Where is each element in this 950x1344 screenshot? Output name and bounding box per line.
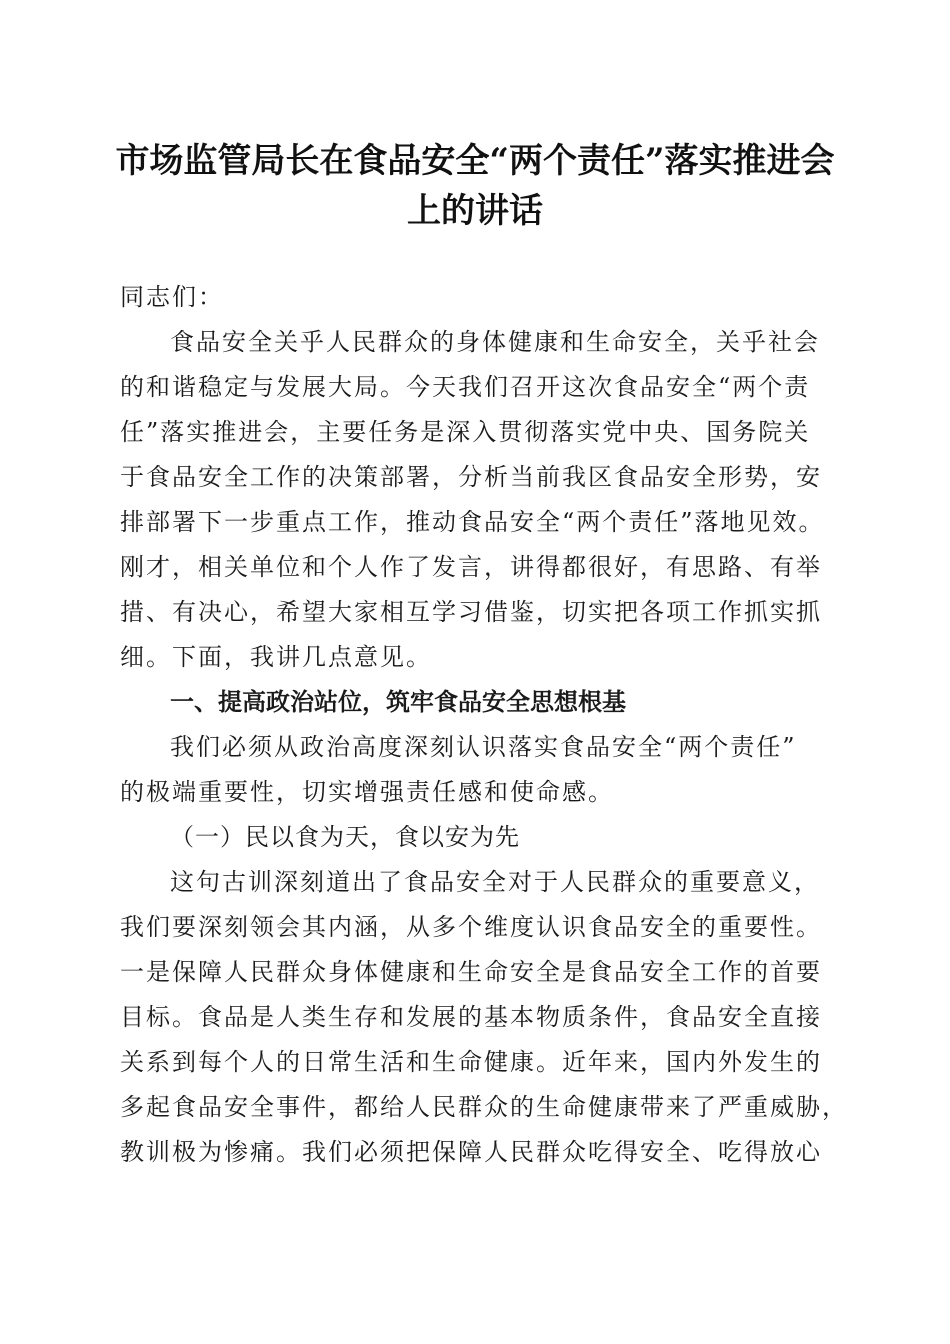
paragraph-line: 关系到每个人的日常生活和生命健康。近年来，国内外发生的 xyxy=(120,1048,822,1076)
paragraph-line: 食品安全关乎人民群众的身体健康和生命安全，关乎社会 xyxy=(170,328,820,356)
paragraph-line: 措、有决心，希望大家相互学习借鉴，切实把各项工作抓实抓 xyxy=(120,598,822,626)
paragraph-line: 的和谐稳定与发展大局。今天我们召开这次食品安全“两个责 xyxy=(120,373,811,401)
paragraph-line: 这句古训深刻道出了食品安全对于人民群众的重要意义， xyxy=(170,868,820,896)
paragraph-line: 我们要深刻领会其内涵，从多个维度认识食品安全的重要性。 xyxy=(120,913,822,941)
document-title: 市场监管局长在食品安全“两个责任”落实推进会上的讲话 xyxy=(115,141,835,231)
paragraph-line: 多起食品安全事件，都给人民群众的生命健康带来了严重威胁， xyxy=(120,1093,848,1121)
paragraph-line: 刚才，相关单位和个人作了发言，讲得都很好，有思路、有举 xyxy=(120,553,822,581)
paragraph-line: 的极端重要性，切实增强责任感和使命感。 xyxy=(120,778,614,806)
paragraph-line: 于食品安全工作的决策部署，分析当前我区食品安全形势，安 xyxy=(120,463,822,491)
paragraph-line: 一是保障人民群众身体健康和生命安全是食品安全工作的首要 xyxy=(120,958,822,986)
section-heading: 一、提高政治站位，筑牢食品安全思想根基 xyxy=(170,688,626,716)
paragraph-line: 我们必须从政治高度深刻认识落实食品安全“两个责任” xyxy=(170,733,797,761)
paragraph-line: 任”落实推进会，主要任务是深入贯彻落实党中央、国务院关 xyxy=(120,418,811,446)
paragraph-line: 细。下面，我讲几点意见。 xyxy=(120,643,432,671)
paragraph-line: 目标。食品是人类生存和发展的基本物质条件，食品安全直接 xyxy=(120,1003,822,1031)
paragraph-line: 排部署下一步重点工作，推动食品安全“两个责任”落地见效。 xyxy=(120,508,825,536)
paragraph-line: 教训极为惨痛。我们必须把保障人民群众吃得安全、吃得放心 xyxy=(120,1138,822,1166)
salutation: 同志们： xyxy=(120,283,224,311)
subsection-heading: （一）民以食为天，食以安为先 xyxy=(170,823,520,851)
